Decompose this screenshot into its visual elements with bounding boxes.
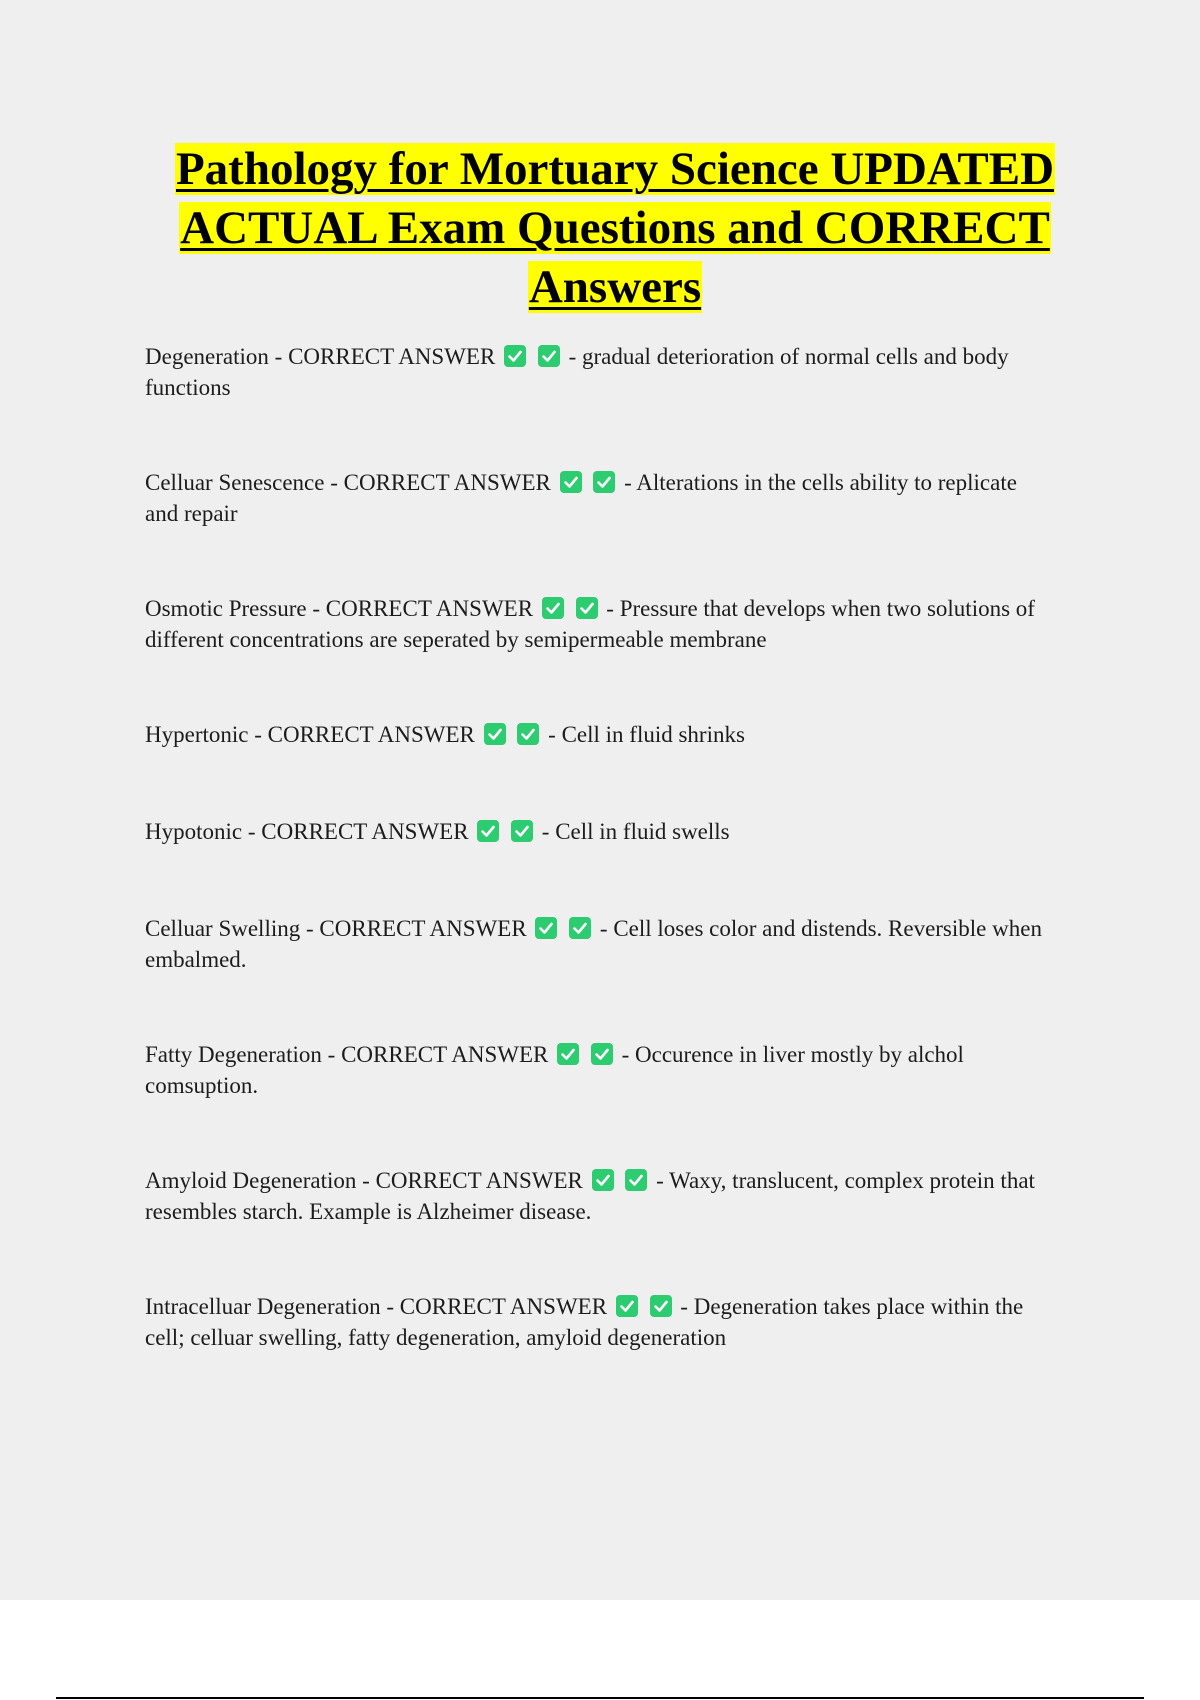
check-mark-icon [477,820,499,842]
qa-definition: Waxy, translucent, complex protein that [669,1168,1035,1193]
qa-item: Osmotic Pressure - CORRECT ANSWER - Pressure that develops when two solutions of different concentrations are seperated by semipermeable membrane [145,596,1035,652]
qa-definition: Pressure that develops when two solutions of [619,596,1035,621]
qa-item: Celluar Swelling - CORRECT ANSWER - Cell loses color and distends. Reversible when embalmed. [145,916,1042,972]
check-mark-icon [560,471,582,493]
qa-item: Degeneration - CORRECT ANSWER - gradual deterioration of normal cells and body functions [145,344,1009,400]
qa-definition-continued: embalmed. [145,947,247,972]
qa-definition-continued: functions [145,375,231,400]
check-mark-icon [569,917,591,939]
correct-answer-label: CORRECT ANSWER [375,1168,583,1193]
check-mark-icon [511,820,533,842]
qa-term: Degeneration [145,344,269,369]
correct-answer-label: CORRECT ANSWER [288,344,496,369]
page-title [130,140,1100,317]
check-mark-icon [504,345,526,367]
check-mark-icon [593,471,615,493]
correct-answer-label: CORRECT ANSWER [319,916,527,941]
check-mark-icon [592,1169,614,1191]
footer-divider [56,1697,1144,1699]
check-mark-icon [616,1295,638,1317]
qa-term: Osmotic Pressure [145,596,307,621]
qa-definition: Cell loses color and distends. Reversible when [613,916,1042,941]
qa-term: Hypertonic [145,722,249,747]
check-mark-icon [484,723,506,745]
check-mark-icon [557,1043,579,1065]
qa-definition-continued: comsuption. [145,1073,259,1098]
qa-item: Intracelluar Degeneration - CORRECT ANSWER - Degeneration takes place within the cell; celluar swelling, fatty degeneration, amyloid degeneration [145,1294,1024,1350]
check-mark-icon [517,723,539,745]
check-mark-icon [591,1043,613,1065]
qa-item: Fatty Degeneration - CORRECT ANSWER - Occurence in liver mostly by alchol comsuption. [145,1042,964,1098]
qa-definition: Occurence in liver mostly by alchol [635,1042,964,1067]
qa-item: Amyloid Degeneration - CORRECT ANSWER - Waxy, translucent, complex protein that resembles starch. Example is Alzheimer disease. [145,1168,1035,1224]
qa-term: Intracelluar Degeneration [145,1294,381,1319]
qa-term: Amyloid Degeneration [145,1168,357,1193]
check-mark-icon [576,597,598,619]
correct-answer-label: CORRECT ANSWER [325,596,534,621]
qa-item: Hypotonic - CORRECT ANSWER - Cell in fluid swells [145,819,730,844]
qa-definition: Cell in fluid swells [555,819,730,844]
check-mark-icon [542,597,564,619]
check-mark-icon [625,1169,647,1191]
qa-definition-continued: and repair [145,501,238,526]
qa-item: Celluar Senescence - CORRECT ANSWER - Alterations in the cells ability to replicate and repair [145,470,1017,526]
qa-term: Hypotonic [145,819,243,844]
qa-definition: gradual deterioration of normal cells and body [581,344,1009,369]
qa-definition-continued: cell; celluar swelling, fatty degeneration, amyloid degeneration [145,1325,727,1350]
title-line-2: ACTUAL Exam Questions and CORRECT [180,202,1050,254]
qa-term: Celluar Swelling [145,916,301,941]
qa-term: Fatty Degeneration [145,1042,322,1067]
check-mark-icon [650,1295,672,1317]
correct-answer-label: CORRECT ANSWER [261,819,469,844]
qa-definition: Alterations in the cells ability to replicate [636,470,1017,495]
check-mark-icon [538,345,560,367]
correct-answer-label: CORRECT ANSWER [341,1042,549,1067]
qa-definition: Cell in fluid shrinks [561,722,745,747]
title-line-1: Pathology for Mortuary Science UPDATED [175,143,1055,195]
check-mark-icon [535,917,557,939]
qa-definition: Degeneration takes place within the [693,1294,1024,1319]
correct-answer-label: CORRECT ANSWER [343,470,551,495]
qa-definition-continued: resembles starch. Example is Alzheimer disease. [145,1199,592,1224]
qa-list [145,341,1085,1417]
correct-answer-label: CORRECT ANSWER [267,722,475,747]
correct-answer-label: CORRECT ANSWER [399,1294,608,1319]
title-line-3: Answers [528,261,702,313]
qa-term: Celluar Senescence [145,470,325,495]
qa-item: Hypertonic - CORRECT ANSWER - Cell in fluid shrinks [145,722,745,747]
qa-definition-continued: different concentrations are seperated by semipermeable membrane [145,627,767,652]
